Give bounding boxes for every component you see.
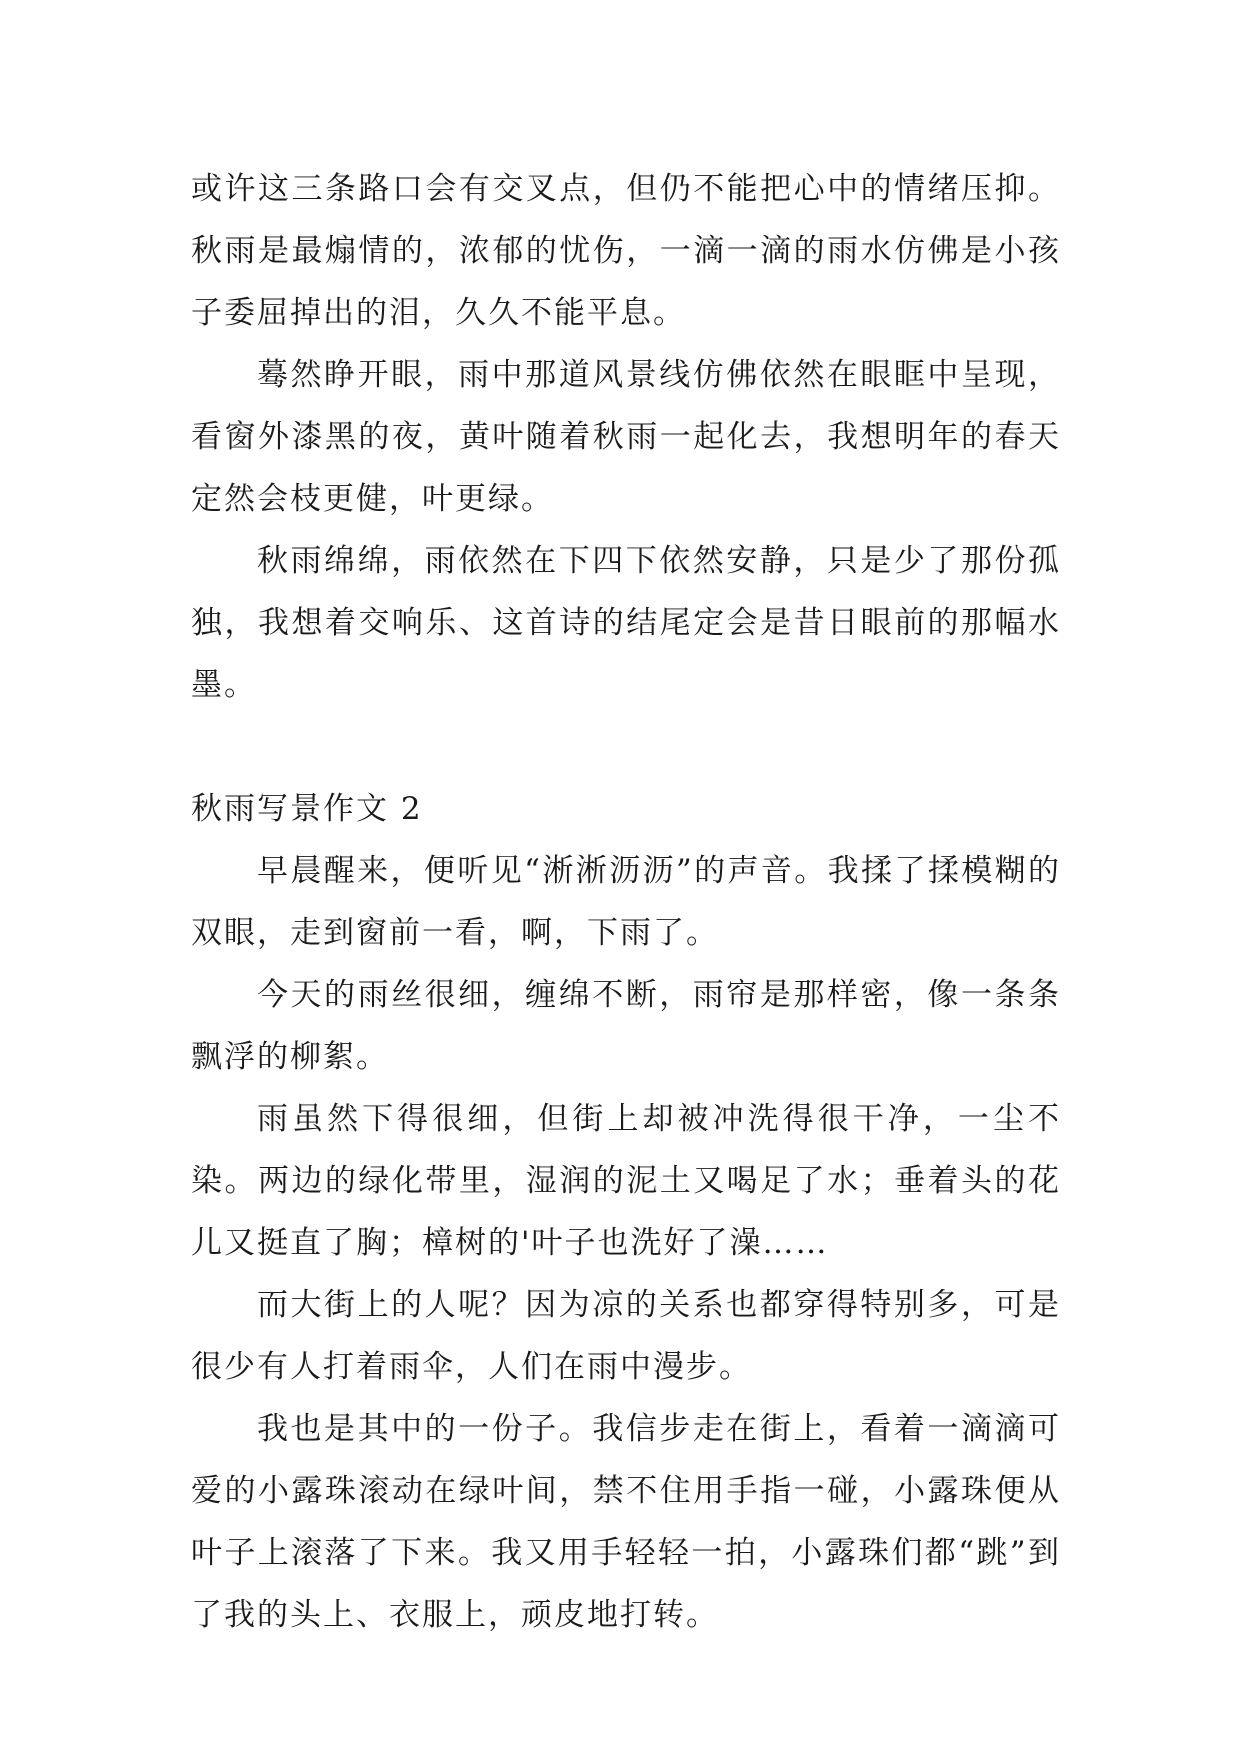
paragraph: 或许这三条路口会有交叉点，但仍不能把心中的情绪压抑。秋雨是最煽情的，浓郁的忧伤，一滴一滴的雨水仿佛是小孩子委屈掉出的泪，久久不能平息。: [191, 171, 1061, 331]
paragraph: 秋雨绵绵，雨依然在下四下依然安静，只是少了那份孤独，我想着交响乐、这首诗的结尾定会是昔日眼前的那幅水墨。: [191, 543, 1061, 703]
paragraph: 我也是其中的一份子。我信步走在街上，看着一滴滴可爱的小露珠滚动在绿叶间，禁不住用手指一碰，小露珠便从叶子上滚落了下来。我又用手轻轻一拍，小露珠们都“跳”到了我的头上、衣服上，顽皮地打转。: [191, 1411, 1061, 1633]
paragraph: 早晨醒来，便听见“淅淅沥沥”的声音。我揉了揉模糊的双眼，走到窗前一看，啊，下雨了。: [191, 853, 1061, 951]
paragraph: 雨虽然下得很细，但街上却被冲洗得很干净，一尘不染。两边的绿化带里，湿润的泥土又喝足了水；垂着头的花儿又挺直了胸；樟树的'叶子也洗好了澡……: [191, 1101, 1061, 1261]
document-body: [191, 158, 1061, 1646]
paragraph: 蓦然睁开眼，雨中那道风景线仿佛依然在眼眶中呈现，看窗外漆黑的夜，黄叶随着秋雨一起化去，我想明年的春天定然会枝更健，叶更绿。: [191, 357, 1061, 517]
paragraph: 今天的雨丝很细，缠绵不断，雨帘是那样密，像一条条飘浮的柳絮。: [191, 977, 1061, 1075]
paragraph: 而大街上的人呢？因为凉的关系也都穿得特别多，可是很少有人打着雨伞，人们在雨中漫步。: [191, 1287, 1061, 1385]
section-heading: 秋雨写景作文 2: [191, 791, 423, 827]
section-gap: [191, 716, 1061, 778]
